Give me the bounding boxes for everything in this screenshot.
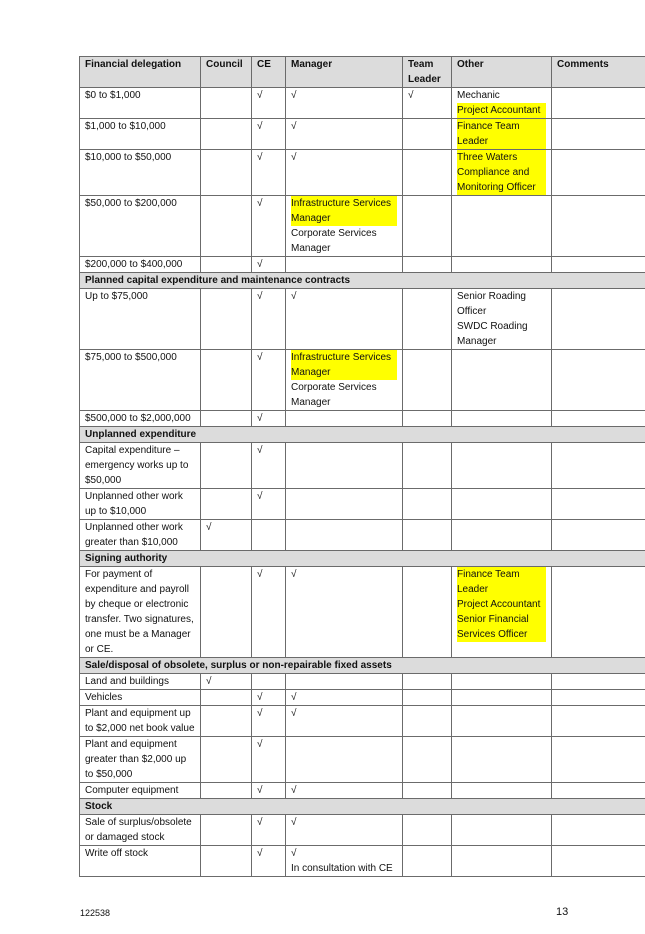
other-entry: Finance Team Leader (457, 119, 546, 149)
cell-delegation: $0 to $1,000 (80, 88, 201, 119)
cell-team-leader (403, 489, 452, 520)
cell-council (201, 815, 252, 846)
cell-team-leader (403, 783, 452, 799)
cell-ce (252, 520, 286, 551)
cell-council (201, 411, 252, 427)
other-entry: Senior Roading Officer (457, 291, 526, 317)
cell-other (452, 289, 552, 350)
cell-other (452, 674, 552, 690)
cell-delegation: Computer equipment (80, 783, 201, 799)
cell-comments (552, 706, 645, 737)
cell-manager (286, 350, 403, 411)
section-title: Unplanned expenditure (80, 427, 645, 443)
section-title: Signing authority (80, 551, 645, 567)
manager-entry: √ (291, 692, 297, 703)
cell-team-leader (403, 196, 452, 257)
cell-council (201, 289, 252, 350)
cell-team-leader (403, 846, 452, 877)
cell-delegation: $75,000 to $500,000 (80, 350, 201, 411)
cell-other (452, 350, 552, 411)
cell-comments (552, 567, 645, 658)
manager-entry: √ (291, 291, 297, 302)
cell-delegation: $200,000 to $400,000 (80, 257, 201, 273)
cell-delegation: $50,000 to $200,000 (80, 196, 201, 257)
table-row (80, 350, 645, 411)
table-row (80, 88, 645, 119)
cell-council (201, 567, 252, 658)
header-comments: Comments (552, 57, 645, 88)
cell-comments (552, 737, 645, 783)
cell-other (452, 706, 552, 737)
manager-entry: Corporate Services Manager (291, 382, 377, 408)
section-row (80, 799, 645, 815)
cell-comments (552, 196, 645, 257)
cell-team-leader (403, 350, 452, 411)
cell-delegation: $1,000 to $10,000 (80, 119, 201, 150)
other-entry: Three Waters Compliance and Monitoring Officer (457, 150, 546, 195)
table-row (80, 783, 645, 799)
cell-council (201, 846, 252, 877)
cell-council (201, 706, 252, 737)
cell-manager (286, 815, 403, 846)
other-entry: Finance Team Leader (457, 567, 546, 597)
cell-comments (552, 520, 645, 551)
cell-council (201, 257, 252, 273)
cell-comments (552, 150, 645, 196)
cell-council (201, 443, 252, 489)
cell-ce: √ (252, 846, 286, 877)
cell-other (452, 411, 552, 427)
cell-other (452, 119, 552, 150)
cell-other (452, 443, 552, 489)
cell-ce (252, 674, 286, 690)
table-row (80, 257, 645, 273)
manager-entry: √ (291, 90, 297, 101)
section-title: Sale/disposal of obsolete, surplus or non-repairable fixed assets (80, 658, 645, 674)
delegation-table (79, 56, 645, 877)
cell-team-leader (403, 119, 452, 150)
cell-council (201, 737, 252, 783)
cell-manager (286, 196, 403, 257)
table-row (80, 674, 645, 690)
table-row (80, 706, 645, 737)
cell-delegation: Plant and equipment greater than $2,000 up to $50,000 (80, 737, 201, 783)
table-row (80, 443, 645, 489)
cell-delegation: Unplanned other work greater than $10,000 (80, 520, 201, 551)
cell-comments (552, 257, 645, 273)
cell-ce: √ (252, 706, 286, 737)
cell-other (452, 567, 552, 658)
table-row (80, 119, 645, 150)
cell-team-leader (403, 567, 452, 658)
cell-other (452, 196, 552, 257)
cell-council (201, 350, 252, 411)
table-row (80, 567, 645, 658)
cell-ce: √ (252, 567, 286, 658)
cell-manager (286, 119, 403, 150)
cell-ce: √ (252, 737, 286, 783)
table-row (80, 289, 645, 350)
cell-other (452, 489, 552, 520)
table-row (80, 150, 645, 196)
cell-ce: √ (252, 411, 286, 427)
manager-entry: In consultation with CE (291, 863, 393, 874)
manager-highlight: Infrastructure Services Manager (291, 196, 397, 226)
table-body (80, 88, 645, 877)
table-row (80, 520, 645, 551)
cell-team-leader (403, 411, 452, 427)
manager-highlight: Infrastructure Services Manager (291, 350, 397, 380)
table-row (80, 489, 645, 520)
cell-ce: √ (252, 289, 286, 350)
cell-delegation: Write off stock (80, 846, 201, 877)
cell-delegation: $10,000 to $50,000 (80, 150, 201, 196)
table-row (80, 815, 645, 846)
header-financial-delegation: Financial delegation (80, 57, 201, 88)
section-title: Planned capital expenditure and maintenance contracts (80, 273, 645, 289)
cell-comments (552, 690, 645, 706)
cell-delegation: Sale of surplus/obsolete or damaged stock (80, 815, 201, 846)
manager-entry: Corporate Services Manager (291, 228, 377, 254)
cell-comments (552, 783, 645, 799)
cell-manager (286, 489, 403, 520)
cell-comments (552, 846, 645, 877)
cell-other (452, 783, 552, 799)
cell-ce: √ (252, 443, 286, 489)
cell-comments (552, 674, 645, 690)
cell-team-leader (403, 690, 452, 706)
section-row (80, 273, 645, 289)
cell-council (201, 119, 252, 150)
cell-team-leader (403, 443, 452, 489)
cell-team-leader (403, 815, 452, 846)
document-code: 122538 (80, 908, 111, 918)
section-row (80, 658, 645, 674)
cell-team-leader: √ (403, 88, 452, 119)
cell-manager (286, 846, 403, 877)
table-row (80, 411, 645, 427)
table-row (80, 737, 645, 783)
manager-entry: √ (291, 785, 297, 796)
cell-other (452, 815, 552, 846)
header-other: Other (452, 57, 552, 88)
cell-other (452, 520, 552, 551)
header-ce: CE (252, 57, 286, 88)
manager-entry: √ (291, 848, 297, 859)
cell-team-leader (403, 706, 452, 737)
cell-delegation: Plant and equipment up to $2,000 net book value (80, 706, 201, 737)
cell-manager (286, 520, 403, 551)
cell-ce: √ (252, 119, 286, 150)
cell-ce: √ (252, 690, 286, 706)
cell-manager (286, 150, 403, 196)
cell-council: √ (201, 674, 252, 690)
cell-comments (552, 289, 645, 350)
cell-team-leader (403, 520, 452, 551)
cell-other (452, 846, 552, 877)
cell-team-leader (403, 674, 452, 690)
cell-council (201, 150, 252, 196)
cell-other (452, 150, 552, 196)
header-row (80, 57, 645, 88)
other-entry: SWDC Roading Manager (457, 321, 528, 347)
cell-team-leader (403, 289, 452, 350)
manager-entry: √ (291, 817, 297, 828)
other-entry: Project Accountant (457, 597, 546, 612)
cell-council (201, 489, 252, 520)
cell-team-leader (403, 150, 452, 196)
cell-manager (286, 706, 403, 737)
cell-ce: √ (252, 489, 286, 520)
cell-comments (552, 119, 645, 150)
table-row (80, 690, 645, 706)
cell-ce: √ (252, 257, 286, 273)
cell-council (201, 88, 252, 119)
cell-manager (286, 567, 403, 658)
cell-other (452, 88, 552, 119)
cell-ce: √ (252, 815, 286, 846)
manager-entry: √ (291, 569, 297, 580)
section-row (80, 551, 645, 567)
cell-delegation: Vehicles (80, 690, 201, 706)
cell-council (201, 783, 252, 799)
cell-other (452, 690, 552, 706)
cell-team-leader (403, 737, 452, 783)
other-entry: Mechanic (457, 90, 500, 101)
manager-entry: √ (291, 121, 297, 132)
cell-ce: √ (252, 196, 286, 257)
cell-comments (552, 489, 645, 520)
cell-comments (552, 88, 645, 119)
cell-manager (286, 411, 403, 427)
cell-delegation: $500,000 to $2,000,000 (80, 411, 201, 427)
cell-council (201, 690, 252, 706)
cell-council (201, 196, 252, 257)
cell-delegation: For payment of expenditure and payroll by cheque or electronic transfer. Two signatures, one must be a Manager or CE. (80, 567, 201, 658)
other-entry: Project Accountant (457, 103, 546, 118)
cell-manager (286, 674, 403, 690)
cell-other (452, 737, 552, 783)
cell-comments (552, 443, 645, 489)
cell-ce: √ (252, 88, 286, 119)
cell-ce: √ (252, 150, 286, 196)
cell-delegation: Capital expenditure – emergency works up to $50,000 (80, 443, 201, 489)
cell-manager (286, 289, 403, 350)
header-council: Council (201, 57, 252, 88)
cell-manager (286, 690, 403, 706)
page-number: 13 (556, 906, 569, 918)
cell-delegation: Up to $75,000 (80, 289, 201, 350)
cell-ce: √ (252, 783, 286, 799)
header-team-leader: Team Leader (403, 57, 452, 88)
cell-manager (286, 257, 403, 273)
cell-ce: √ (252, 350, 286, 411)
cell-manager (286, 88, 403, 119)
cell-comments (552, 411, 645, 427)
header-manager: Manager (286, 57, 403, 88)
cell-manager (286, 443, 403, 489)
other-entry: Senior Financial Services Officer (457, 612, 546, 642)
cell-comments (552, 815, 645, 846)
table-row (80, 846, 645, 877)
cell-manager (286, 737, 403, 783)
cell-team-leader (403, 257, 452, 273)
cell-delegation: Unplanned other work up to $10,000 (80, 489, 201, 520)
manager-entry: √ (291, 708, 297, 719)
cell-council: √ (201, 520, 252, 551)
cell-manager (286, 783, 403, 799)
section-row (80, 427, 645, 443)
cell-delegation: Land and buildings (80, 674, 201, 690)
table-row (80, 196, 645, 257)
cell-other (452, 257, 552, 273)
section-title: Stock (80, 799, 645, 815)
cell-comments (552, 350, 645, 411)
manager-entry: √ (291, 152, 297, 163)
